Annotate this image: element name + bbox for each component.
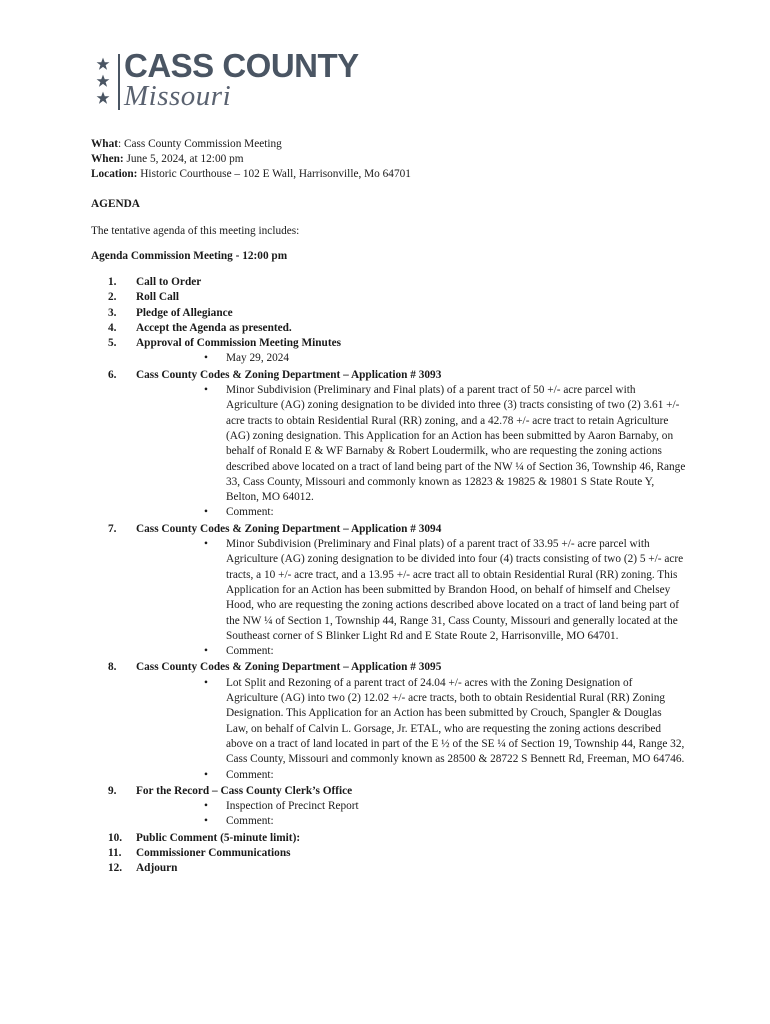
agenda-item xyxy=(108,336,688,351)
agenda-subitem-text: Comment: xyxy=(226,815,274,828)
agenda-item xyxy=(108,306,688,321)
meeting-what xyxy=(91,137,411,152)
bullet-icon: • xyxy=(204,352,208,365)
agenda-subitem xyxy=(204,351,688,366)
agenda-subitem-text: Comment: xyxy=(226,768,274,781)
location-value: Historic Courthouse – 102 E Wall, Harrisonville, Mo 64701 xyxy=(137,168,411,180)
agenda-item-title: Adjourn xyxy=(136,862,178,875)
agenda-subitem xyxy=(204,383,688,505)
agenda-subitem-text: May 29, 2024 xyxy=(226,352,290,365)
what-label: What xyxy=(91,138,118,150)
agenda-item-title: Roll Call xyxy=(136,291,179,304)
bullet-icon: • xyxy=(204,538,208,551)
star-icon xyxy=(96,74,110,88)
when-label: When: xyxy=(91,153,124,165)
agenda-item-title: Call to Order xyxy=(136,276,202,288)
agenda-subitems xyxy=(204,676,688,783)
agenda-item-number: 5. xyxy=(108,337,117,350)
agenda-item-title: Cass County Codes & Zoning Department – Application # 3095 xyxy=(136,661,442,674)
agenda-subitems xyxy=(204,351,688,366)
logo-county-name: CASS COUNTY xyxy=(124,47,359,84)
star-icon xyxy=(96,57,110,71)
bullet-icon: • xyxy=(204,815,208,828)
agenda-subitem-text: Lot Split and Rezoning of a parent tract of 24.04 +/- acres with the Zoning Designation of Agriculture (AG) into two (2) 12.02 +/- acre tracts, both to obtain Residential Rural (RR) Zoning Designation. This Application for an Action has been submitted by Crouch, Spangler & Douglas Law, on behalf of Calvin L. Gorsage, Jr. ETAL, who are requesting the zoning actions described above on a tract of land located in part of the E ½ of the SE ¼ of Section 19, Township 44, Range 32, Cass County, Missouri and commonly known as 28500 & 28722 S Bennett Rd, Freeman, MO 64746. xyxy=(226,676,685,766)
agenda-item-number: 6. xyxy=(108,368,117,381)
agenda-item xyxy=(108,846,688,861)
meeting-when xyxy=(91,152,411,167)
agenda-item-title: Cass County Codes & Zoning Department – Application # 3094 xyxy=(136,522,442,535)
logo-divider xyxy=(118,54,120,110)
agenda-subitem-text: Minor Subdivision (Preliminary and Final plats) of a parent tract of 33.95 +/- acre parcel with Agriculture (AG) zoning designation to be divided into four (4) tracts consisting of two (2) 5 +/- acre tracts, a 10 +/- acre tract, and a 13.95 +/- acre tract all to obtain Residential Rural (RR) zoning. This Application for an Action has been submitted by Brandon Hood, on behalf of himself and Chelsey Hood, who are requesting the zoning actions described above located on a tract of land being part of the NW ¼ of Section 1, Township 44, Range 31, Cass County, Missouri and generally located at the Southeast corner of S Blinker Light Rd and E State Route 2, Harrisonville, MO 64701. xyxy=(226,538,684,642)
agenda-intro: The tentative agenda of this meeting includes: xyxy=(91,225,300,237)
agenda-subheading: Agenda Commission Meeting - 12:00 pm xyxy=(91,250,288,262)
agenda-subitem xyxy=(204,814,688,829)
what-value: : Cass County Commission Meeting xyxy=(118,138,282,150)
agenda-item-title: For the Record – Cass County Clerk’s Office xyxy=(136,784,353,797)
location-label: Location: xyxy=(91,168,138,180)
agenda-item xyxy=(108,660,688,675)
cass-county-logo xyxy=(96,47,396,112)
agenda-item xyxy=(108,321,688,336)
meeting-location xyxy=(91,167,411,182)
agenda-item xyxy=(108,368,688,383)
agenda-item xyxy=(108,861,688,876)
agenda-list xyxy=(108,275,688,877)
agenda-item-title: Public Comment (5-minute limit): xyxy=(136,831,301,844)
agenda-item-number: 4. xyxy=(108,321,117,334)
agenda-subitem-text: Comment: xyxy=(226,506,274,519)
agenda-item-title: Approval of Commission Meeting Minutes xyxy=(136,337,342,350)
agenda-subitems xyxy=(204,537,688,659)
agenda-item-number: 2. xyxy=(108,291,117,304)
agenda-item-title: Commissioner Communications xyxy=(136,846,291,859)
agenda-item xyxy=(108,522,688,537)
agenda-subitem xyxy=(204,799,688,814)
agenda-subitems xyxy=(204,799,688,830)
agenda-subitem xyxy=(204,644,688,659)
star-icon xyxy=(96,91,110,105)
agenda-item-number: 12. xyxy=(108,862,123,875)
agenda-item-title: Cass County Codes & Zoning Department – Application # 3093 xyxy=(136,368,442,381)
agenda-subitem xyxy=(204,676,688,768)
when-value: June 5, 2024, at 12:00 pm xyxy=(123,153,244,165)
bullet-icon: • xyxy=(204,676,208,689)
bullet-icon: • xyxy=(204,645,208,658)
agenda-item-number: 3. xyxy=(108,306,117,319)
agenda-item-number: 1. xyxy=(108,276,117,288)
agenda-subitem xyxy=(204,505,688,520)
agenda-item xyxy=(108,784,688,799)
bullet-icon: • xyxy=(204,768,208,781)
agenda-item-number: 8. xyxy=(108,661,117,674)
logo-state-name: Missouri xyxy=(124,80,232,112)
logo-stars xyxy=(96,57,112,108)
agenda-subitem xyxy=(204,537,688,644)
agenda-item xyxy=(108,290,688,305)
agenda-subitem-text: Minor Subdivision (Preliminary and Final plats) of a parent tract of 50 +/- acre parcel with Agriculture (AG) zoning designation to be divided into three (3) tracts consisting of two (2) 3.61 +/- acre tracts to obtain Residential Rural (RR) zoning, and a 42.78 +/- acre tract to retain Agriculture (AG) zoning designation. This Application for an Action has been submitted by Aaron Barnaby, on behalf of Ronald E & WF Barnaby & Robert Loudermilk, who are requesting the zoning actions described above located on a tract of land being part of the NW ¼ of Section 36, Township 46, Range 33, Cass County, Missouri and commonly known as 12823 & 19825 & 19801 S State Route Y, Belton, MO 64012. xyxy=(226,384,686,504)
agenda-item-number: 10. xyxy=(108,831,123,844)
agenda-item xyxy=(108,831,688,846)
agenda-subitem-text: Inspection of Precinct Report xyxy=(226,800,359,813)
bullet-icon: • xyxy=(204,506,208,519)
meeting-details xyxy=(91,137,411,182)
agenda-heading: AGENDA xyxy=(91,198,140,210)
agenda-subitems xyxy=(204,383,688,521)
agenda-item xyxy=(108,275,688,290)
bullet-icon: • xyxy=(204,800,208,813)
bullet-icon: • xyxy=(204,384,208,397)
agenda-item-title: Accept the Agenda as presented. xyxy=(136,321,292,334)
agenda-item-number: 9. xyxy=(108,784,117,797)
agenda-subitem xyxy=(204,768,688,783)
agenda-item-number: 11. xyxy=(108,846,122,859)
agenda-item-title: Pledge of Allegiance xyxy=(136,306,233,319)
agenda-item-number: 7. xyxy=(108,522,117,535)
agenda-subitem-text: Comment: xyxy=(226,645,274,658)
